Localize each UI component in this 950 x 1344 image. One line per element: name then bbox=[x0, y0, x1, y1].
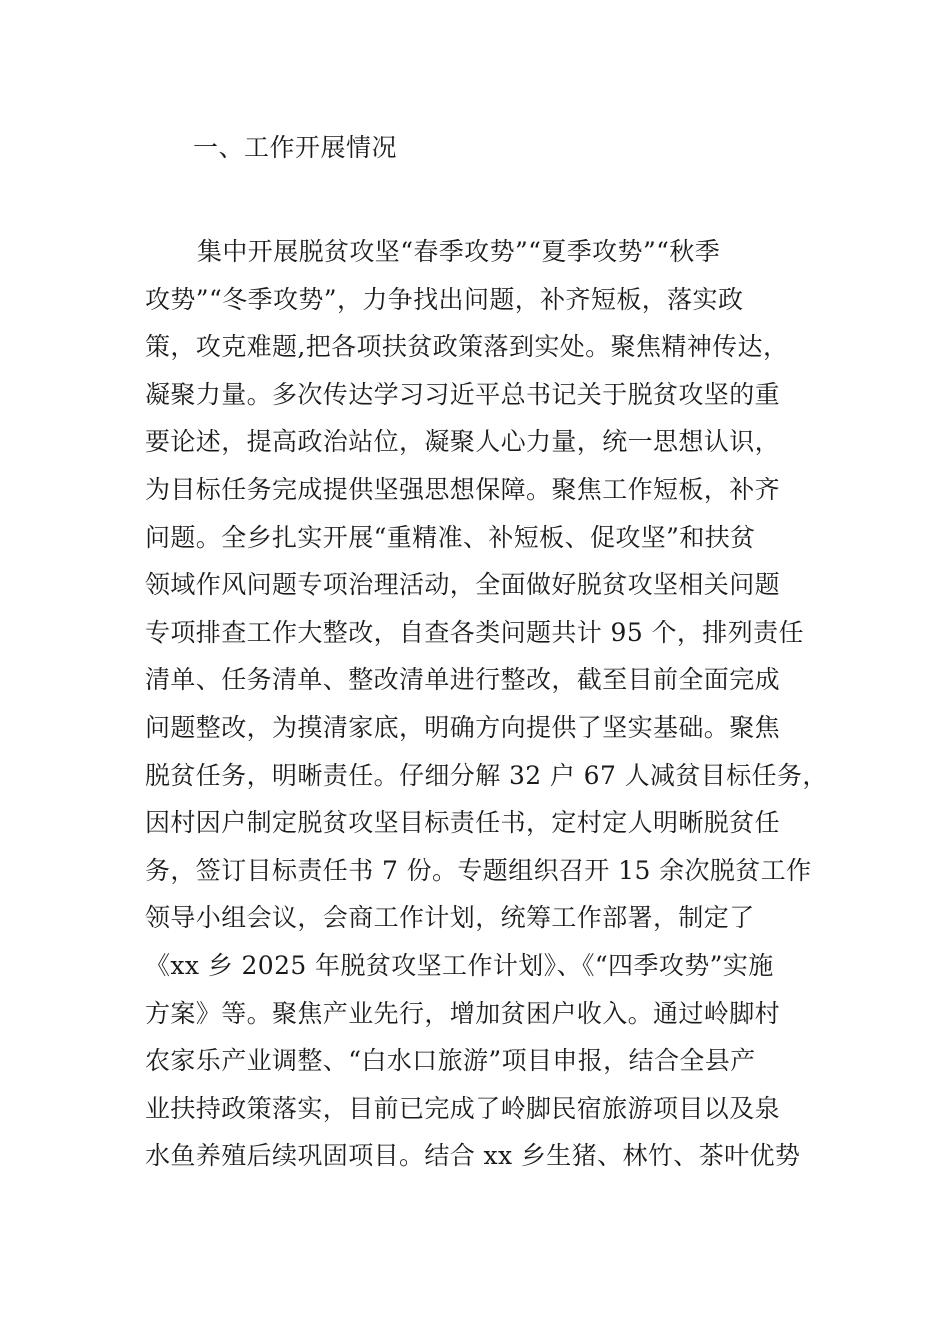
paragraph-line: 因村因户制定脱贫攻坚目标责任书，定村定人明晰脱贫任 bbox=[145, 808, 781, 838]
body-paragraph bbox=[145, 228, 828, 1180]
paragraph-line: 凝聚力量。多次传达学习习近平总书记关于脱贫攻坚的重 bbox=[145, 379, 781, 409]
paragraph-line: 清单、任务清单、整改清单进行整改，截至目前全面完成 bbox=[145, 665, 781, 695]
paragraph-line: 问题。全乡扎实开展“重精准、补短板、促攻坚”和扶贫 bbox=[145, 522, 756, 552]
paragraph-line: 《xx 乡 2025 年脱贫攻坚工作计划》、《“四季攻势”实施 bbox=[145, 950, 774, 980]
paragraph-line: 为目标任务完成提供坚强思想保障。聚焦工作短板，补齐 bbox=[145, 474, 781, 504]
paragraph-line: 脱贫任务，明晰责任。仔细分解 32 户 67 人减贫目标任务， bbox=[145, 760, 828, 790]
paragraph-line: 农家乐产业调整、“白水口旅游”项目申报，结合全县产 bbox=[145, 1046, 756, 1076]
paragraph-line: 集中开展脱贫攻坚“春季攻势”“夏季攻势”“秋季 bbox=[197, 237, 721, 266]
section-heading: 一、工作开展情况 bbox=[193, 133, 398, 162]
paragraph-line: 要论述，提高政治站位，凝聚人心力量，统一思想认识， bbox=[145, 427, 781, 457]
paragraph-line: 领域作风问题专项治理活动，全面做好脱贫攻坚相关问题 bbox=[145, 570, 781, 600]
paragraph-line: 水鱼养殖后续巩固项目。结合 xx 乡生猪、林竹、茶叶优势 bbox=[145, 1141, 801, 1171]
paragraph-line: 方案》等。聚焦产业先行，增加贫困户收入。通过岭脚村 bbox=[145, 998, 781, 1028]
paragraph-line: 策，攻克难题,把各项扶贫政策落到实处。聚焦精神传达， bbox=[145, 332, 789, 362]
paragraph-line: 业扶持政策落实，目前已完成了岭脚民宿旅游项目以及泉 bbox=[145, 1093, 781, 1123]
paragraph-line: 务，签订目标责任书 7 份。专题组织召开 15 余次脱贫工作 bbox=[145, 855, 812, 885]
paragraph-line: 领导小组会议，会商工作计划，统筹工作部署，制定了 bbox=[145, 903, 755, 933]
paragraph-line: 问题整改，为摸清家底，明确方向提供了坚实基础。聚焦 bbox=[145, 712, 781, 742]
paragraph-line: 专项排查工作大整改，自查各类问题共计 95 个，排列责任 bbox=[145, 617, 804, 647]
paragraph-line: 攻势”“冬季攻势”，力争找出问题，补齐短板，落实政 bbox=[145, 284, 744, 314]
